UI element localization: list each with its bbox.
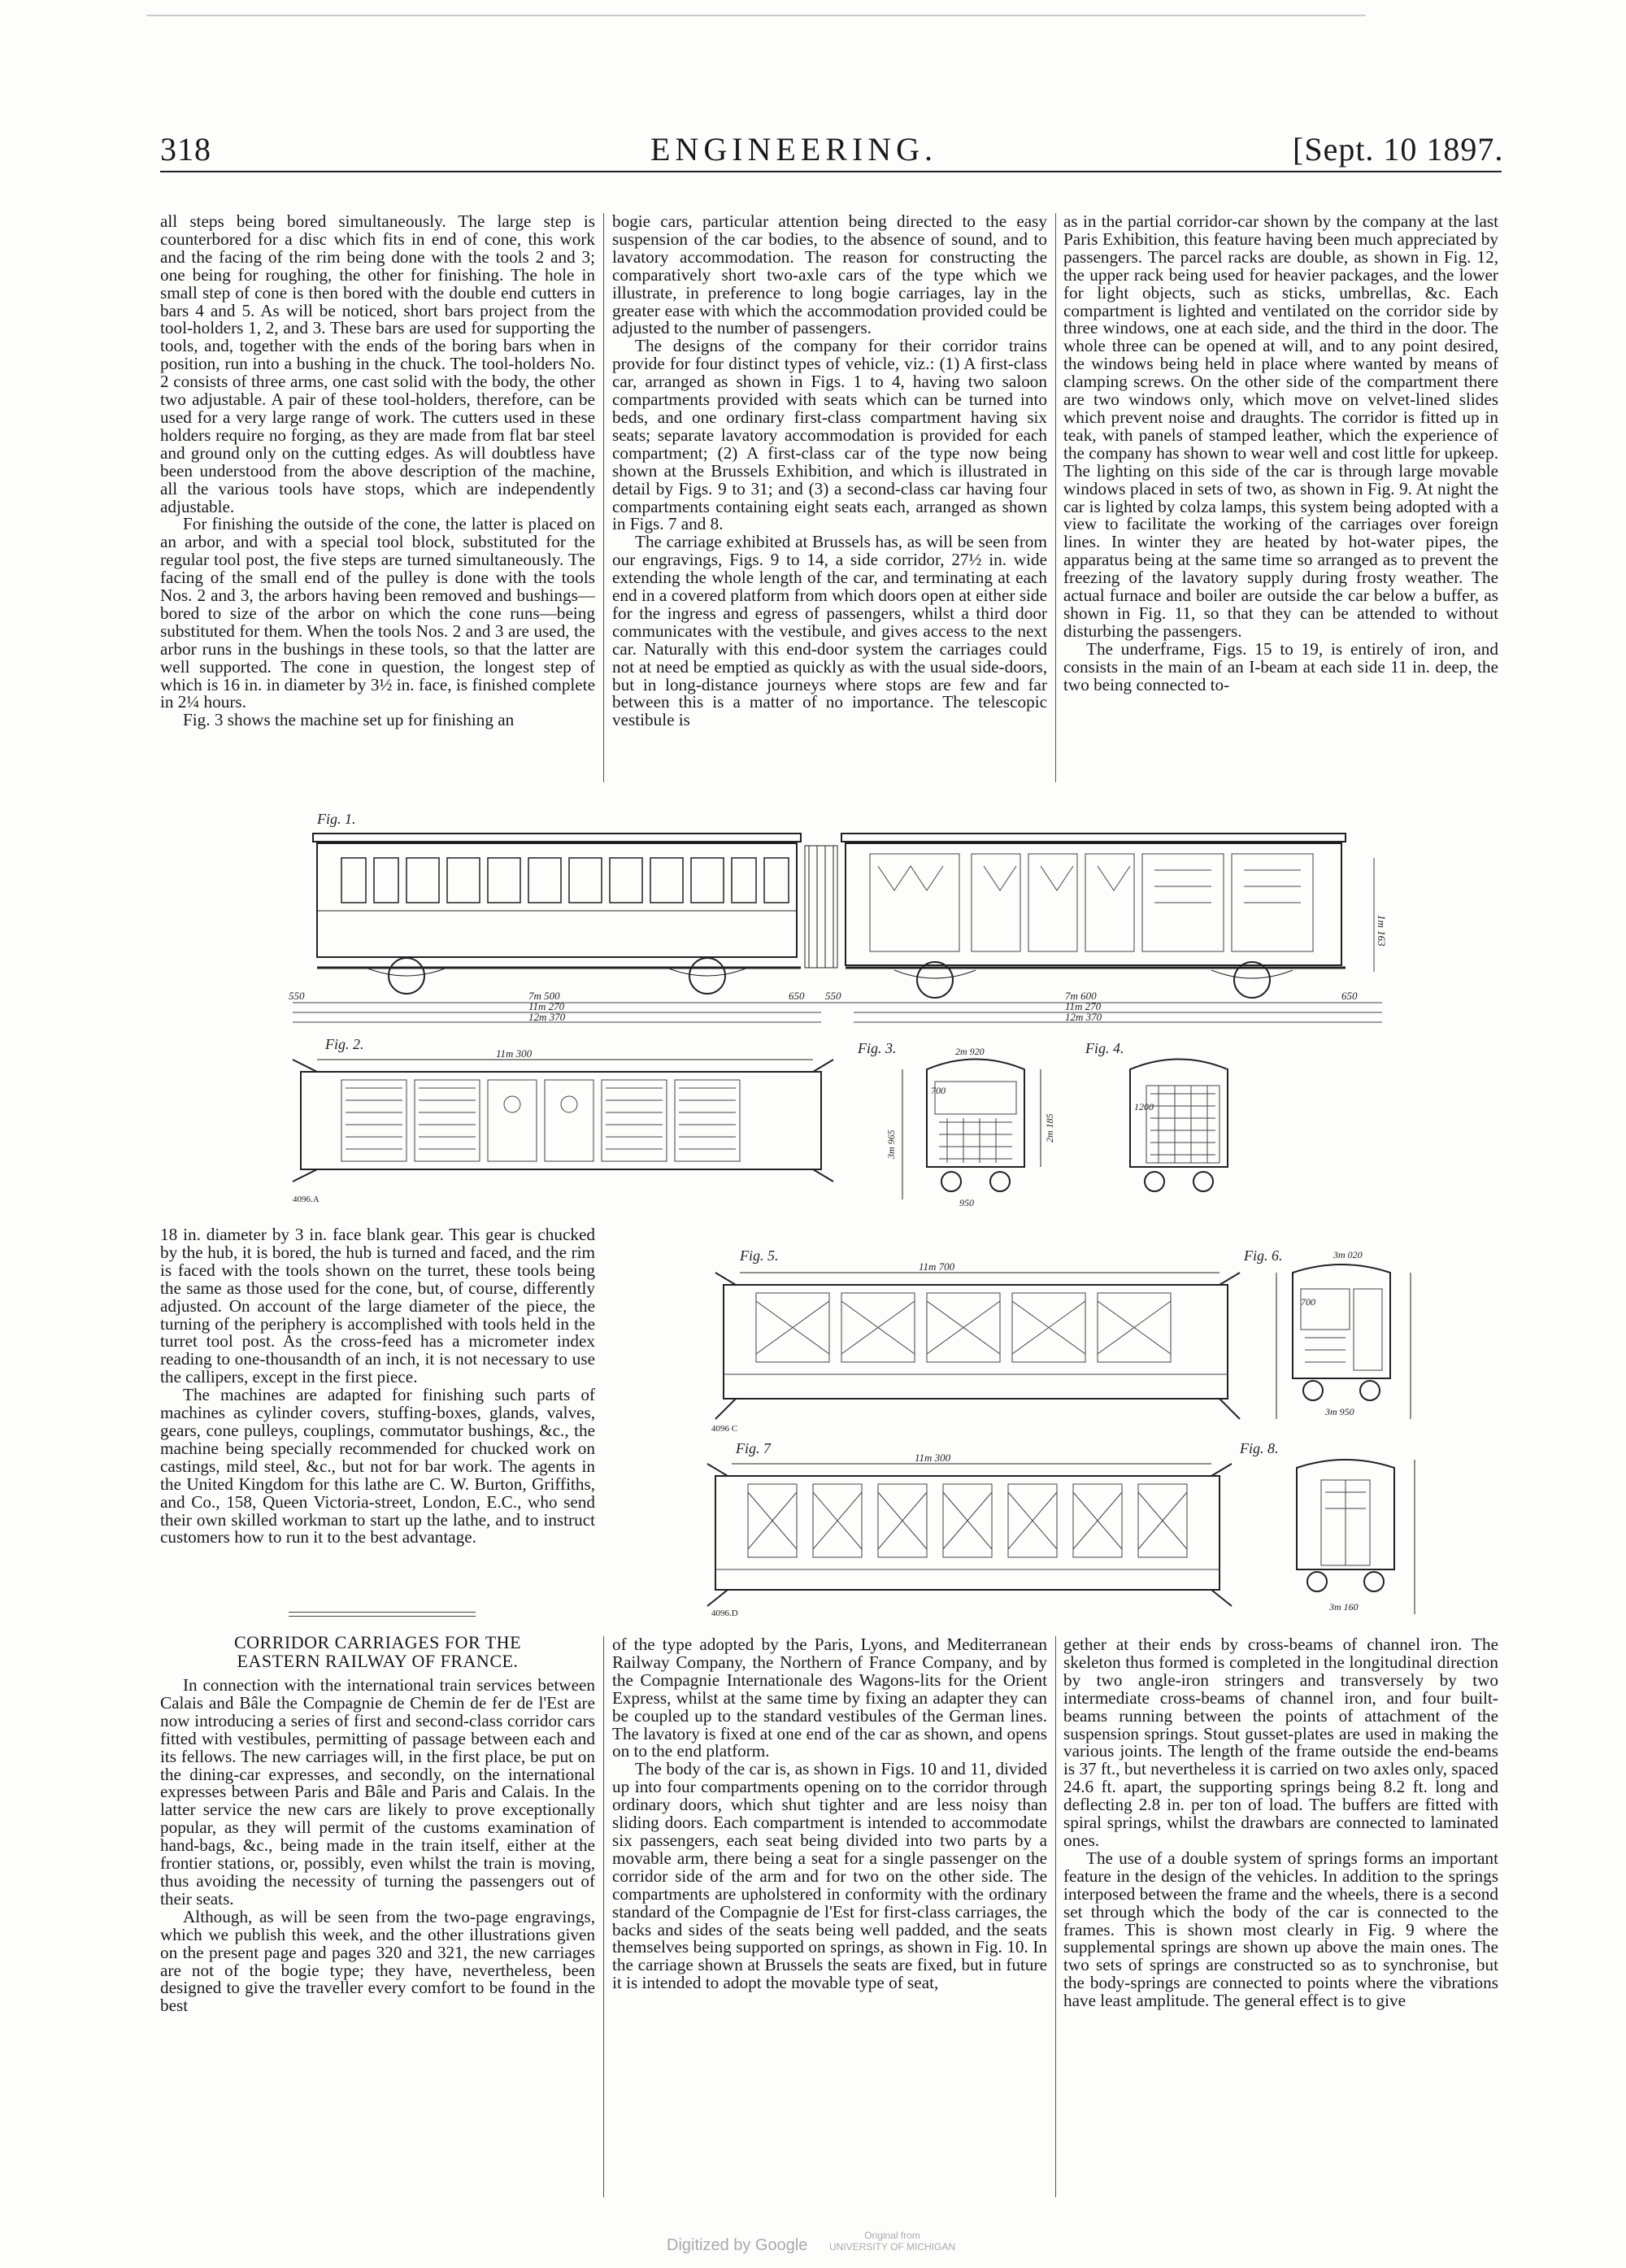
fig1-label: Fig. 1. — [317, 811, 356, 827]
figure-2 — [285, 1031, 837, 1214]
fig3-dim: 950 — [959, 1197, 974, 1208]
digitized-text: Digitized by Google — [667, 2236, 808, 2254]
digitized-watermark — [667, 2236, 807, 2255]
fig1-dim: 11m 270 — [528, 1000, 565, 1012]
fig2-dim: 11m 300 — [496, 1047, 533, 1060]
column-rule — [603, 213, 604, 782]
fig3-dim: 700 — [931, 1085, 946, 1096]
figure-5 — [707, 1240, 1244, 1435]
figure-7 — [699, 1435, 1236, 1622]
scan-edge-rule — [146, 15, 1366, 16]
article-title-line-2: EASTERN RAILWAY OF FRANCE. — [237, 1651, 519, 1671]
top-column-2 — [612, 213, 1047, 782]
paragraph: For finishing the outside of the cone, the latter is placed on an arbor, and with a special tool block, substituted for the regular tool post, the five steps are turned simultaneously. The facing of the small end of the pulley is done with the tools Nos. 2 and 3, the arbors having been removed and bushings—bored to size of the arbor on which the cone runs—being substituted for them. When the tools Nos. 2 and 3 are used, the arbor runs in the bushings in these tools, so that the latter are well supported. The cone in question, the longest step of which is 16 in. in diameter by 3½ in. face, is finished complete in 2¼ hours. — [160, 514, 595, 712]
top-column-3 — [1063, 213, 1498, 782]
fig1-dim: 650 — [789, 990, 805, 1002]
figure-6 — [1244, 1240, 1435, 1435]
original-library: UNIVERSITY OF MICHIGAN — [829, 2241, 956, 2253]
article-title-line-1: CORRIDOR CARRIAGES FOR THE — [233, 1633, 522, 1652]
page-number: 318 — [160, 131, 211, 168]
figure-8 — [1240, 1435, 1435, 1622]
fig2-label: Fig. 2. — [325, 1036, 364, 1052]
paragraph: The underframe, Figs. 15 to 19, is entirely of iron, and consists in the main of an I-beam at each side 11 in. deep, the two being connected to- — [1063, 638, 1498, 694]
fig5-label: Fig. 5. — [740, 1247, 779, 1264]
paragraph: In connection with the international train services between Calais and Bâle the Compagnie de Chemin de fer de l'Est are now introducing a series of first and second-class corridor cars fitted with vestibules, permitting of passage between each and its fellows. The new carriages will, in the first place, be put on the dining-car expresses, and secondly, on the international expresses between Paris and Bâle and Paris and Calais. In the latter service the new cars are likely to prove exceptionally popular, as they will permit of the customs examination of hand-bags, &c., being made in the train itself, either at the frontier stations, or, possibly, even whilst the train is moving, thus avoiding the necessity of turning the passengers out of their seats. — [160, 1675, 595, 1909]
original-source — [829, 2230, 955, 2253]
paragraph: all steps being bored simultaneously. The large step is counterbored for a disc which fits in end of cone, this work and the facing of the rim being done with the tools 2 and 3; one being for roughing, the other for finishing. The hole in small step of cone is then bored with the double end cutters in bars 4 and 5. As will be noticed, short bars project from the tool-holders 1, 2, and 3. These bars are used for supporting the tools, and, together with the ends of the boring bars when in position, run into a bushing in the chuck. The tool-holders No. 2 consists of three arms, one cast solid with the body, the other two adjustable. A pair of these tool-holders, therefore, can be used for a very large range of work. The cutters used in these holders require no forging, as they are made from flat bar steel and ground only on the cutting edges. As will doubtless have been understood from the above description of the machine, all the various tools have stops, which are independently adjustable. — [160, 213, 595, 516]
paragraph: The machines are adapted for finishing such parts of machines as cylinder covers, stuffing-boxes, glands, valves, gears, cone pulleys, couplings, commutator bushings, &c., the machine being specially recommended for chucked work on castings, mild steel, &c., but not for bar work. The agents in the United Kingdom for this lathe are C. W. Burton, Griffiths, and Co., 158, Queen Victoria-street, London, E.C., who send their own skilled workman to start up the lathe, and to instruct customers how to run it to the best advantage. — [160, 1385, 595, 1548]
fig3-label: Fig. 3. — [858, 1040, 897, 1056]
figure-4 — [1081, 1037, 1268, 1212]
fig1-dim: 7m 600 — [1065, 990, 1097, 1002]
article-column-3 — [1063, 1636, 1498, 2205]
fig3-dim: 3m 965 — [885, 1130, 897, 1159]
paragraph: of the type adopted by the Paris, Lyons, and Mediterranean Railway Company, the Northern of France Company, and by the Compagnie Internationale des Wagons-lits for the Orient Express, whilst at the same time by fixing an adapter they can be coupled up to the standard vestibules of the German lines. The lavatory is fixed at one end of the car as shown, and opens on to the end platform. — [612, 1636, 1047, 1761]
header-rule — [160, 171, 1502, 172]
fig6-dim: 700 — [1301, 1296, 1315, 1308]
paragraph: gether at their ends by cross-beams of channel iron. The skeleton thus formed is completed in the longitudinal direction by two angle-iron stringers and transversely by two intermediate cross-beams of channel iron, and four built-beams running between the points of attachment of the suspension springs. Stout gusset-plates are used in making the various joints. The length of the frame outside the end-beams is 37 ft., but nevertheless it is carried on two axles only, spaced 24.6 ft. apart, the supporting springs being 8.2 ft. long and deflecting 2.8 in. per ton of load. The buffers are fitted with spiral springs, whilst the drawbars are connected to laminated ones. — [1063, 1636, 1498, 1850]
article-column-1 — [160, 1633, 595, 2202]
fig6-dim: 3m 020 — [1333, 1249, 1363, 1260]
fig6-dim: 3m 950 — [1325, 1406, 1354, 1417]
issue-date: [Sept. 10 1897. — [1293, 131, 1504, 168]
fig7-note: 4096.D — [711, 1608, 738, 1618]
paragraph: The body of the car is, as shown in Figs. 10 and 11, divided up into four compartments opening on to the corridor through ordinary doors, which shut tighter and are less noisy than sliding doors. Each compartment is intended to accommodate six passengers, each seat being divided into two parts by a movable arm, there being a seat for a single passenger on the corridor side of the arm and for two on the other side. The compartments are upholstered in conformity with the ordinary standard of the Compagnie de l'Est for first-class carriages, the backs and sides of the seats being well padded, and the seats themselves being supported on springs, as shown in Fig. 10. In the carriage shown at Brussels the seats are fixed, but in future it is intended to adopt the movable type of seat, — [612, 1759, 1047, 1993]
top-column-1 — [160, 213, 595, 782]
fig4-dim: 1200 — [1134, 1101, 1154, 1112]
mid-left-column — [160, 1226, 595, 1600]
paragraph: bogie cars, particular attention being directed to the easy suspension of the car bodies, to the absence of sound, and to lavatory accommodation. The reason for constructing the comparatively short two-axle cars of the type which we illustrate, in preference to long bogie carriages, lay in the greater ease with which the accommodation provided could be adjusted to the number of passengers. — [612, 213, 1047, 338]
fig8-dim: 3m 160 — [1329, 1601, 1359, 1613]
paragraph: Fig. 3 shows the machine set up for finishing an — [183, 710, 515, 730]
fig1-dim: 7m 500 — [528, 990, 560, 1002]
original-from: Original from — [864, 2230, 920, 2241]
journal-title: ENGINEERING. — [650, 131, 938, 168]
paragraph: The designs of the company for their corridor trains provide for four distinct types of vehicle, viz.: (1) A first-class car, arranged as shown in Figs. 1 to 4, having two saloon compartments provided with seats which can be turned into beds, and one ordinary first-class compartment having six seats; separate lavatory accommodation is provided for each compartment; (2) A first-class car of the type now being shown at the Brussels Exhibition, and which is illustrated in detail by Figs. 9 to 31; and (3) a second-class car having four compartments containing eight seats each, arranged as shown in Figs. 7 and 8. — [612, 336, 1047, 534]
fig1-dim: 550 — [289, 990, 305, 1002]
fig6-label: Fig. 6. — [1244, 1247, 1283, 1264]
column-rule — [603, 1636, 604, 2197]
paragraph: Although, as will be seen from the two-page engravings, which we publish this week, and the other illustrations given on the present page and pages 320 and 321, the new carriages are not of the bogie type; they have, nevertheless, been designed to give the traveller every comfort to be found in the best — [160, 1906, 595, 2016]
column-rule — [1055, 1636, 1056, 2197]
fig1-dim: 12m 370 — [1065, 1011, 1102, 1023]
paragraph: The use of a double system of springs forms an important feature in the design of the vehicles. In addition to the springs interposed between the frame and the wheels, there is a second set through which the body of the car is connected to the frames. This is shown most clearly in Fig. 9 where the supplemental springs are shown up above the main ones. The two sets of springs are constructed so as to synchronise, but the body-springs are connected to points where the vibrations have least amplitude. The general effect is to give — [1063, 1848, 1498, 2011]
fig1-dim: 650 — [1341, 990, 1358, 1002]
fig2-note: 4096.A — [293, 1195, 320, 1204]
article-column-2 — [612, 1636, 1047, 2205]
fig3-dim: 2m 185 — [1044, 1113, 1055, 1143]
paragraph: The carriage exhibited at Brussels has, as will be seen from our engravings, Figs. 9 to 14, a side corridor, 27½ in. wide extending the whole length of the car, and terminating at each end in a covered platform from which doors open at either side for the ingress and egress of passengers, whilst a third door communicates with the vestibule, and gives access to the next car. Naturally with this end-door system the carriages could not at need be emptied as quickly as with the usual side-doors, but in long-distance journeys where stops are few and far between this is a matter of no importance. The telescopic vestibule is — [612, 532, 1047, 730]
fig1-dim: 550 — [825, 990, 841, 1002]
fig1-dim: 11m 270 — [1065, 1000, 1102, 1012]
fig5-dim: 11m 700 — [919, 1260, 955, 1273]
fig1-dim: 12m 370 — [528, 1011, 566, 1023]
column-rule — [1055, 213, 1056, 782]
fig3-dim: 2m 920 — [955, 1046, 985, 1057]
figure-3 — [854, 1037, 1073, 1212]
fig5-note: 4096 C — [711, 1424, 738, 1434]
figure-1 — [285, 809, 1390, 1033]
article-separator — [289, 1612, 476, 1617]
fig4-label: Fig. 4. — [1085, 1040, 1124, 1056]
paragraph: as in the partial corridor-car shown by the company at the last Paris Exhibition, this feature having been much appreciated by passengers. The parcel racks are double, as shown in Fig. 12, the upper rack being used for heavier packages, and the lower for light objects, such as sticks, umbrellas, &c. Each compartment is lighted and ventilated on the corridor side by three windows, one at each side, and the third in the door. The whole three can be opened at will, and to any point desired, the windows being held in place where wanted by means of clamping screws. On the other side of the compartment there are two windows only, which move on velvet-lined slides which prevent noise and draughts. The corridor is fitted up in teak, with panels of stamped leather, which the experience of the company has shown to wear well and cost little for upkeep. The lighting on this side of the car is through large movable windows placed in sets of two, as shown in Fig. 9. At night the car is lighted by colza lamps, this system being adopted with a view to facilitate the working of the carriages over foreign lines. In winter they are heated by hot-water pipes, the apparatus being at the same time so arranged as to prevent the freezing of the lavatory supply during frosty weather. The actual furnace and boiler are outside the car below a buffer, as shown in Fig. 11, so that they can be attended to without disturbing the passengers. — [1063, 213, 1498, 641]
fig7-label: Fig. 7 — [736, 1440, 771, 1456]
paragraph: 18 in. diameter by 3 in. face blank gear. This gear is chucked by the hub, it is bored, the hub is turned and faced, and the rim is faced with the tools shown on the turret, these tools being the same as those used for the cone, but, of course, differently adjusted. On account of the large diameter of the piece, the turning of the periphery is accomplished with tools held in the turret tool post. As the cross-feed has a micrometer index reading to one-thousandth of an inch, it is not necessary to use the callipers, except in the first piece. — [160, 1226, 595, 1387]
fig8-label: Fig. 8. — [1240, 1440, 1279, 1456]
fig1-dim: 1m 163 — [1376, 915, 1388, 947]
fig7-dim: 11m 300 — [915, 1452, 951, 1464]
